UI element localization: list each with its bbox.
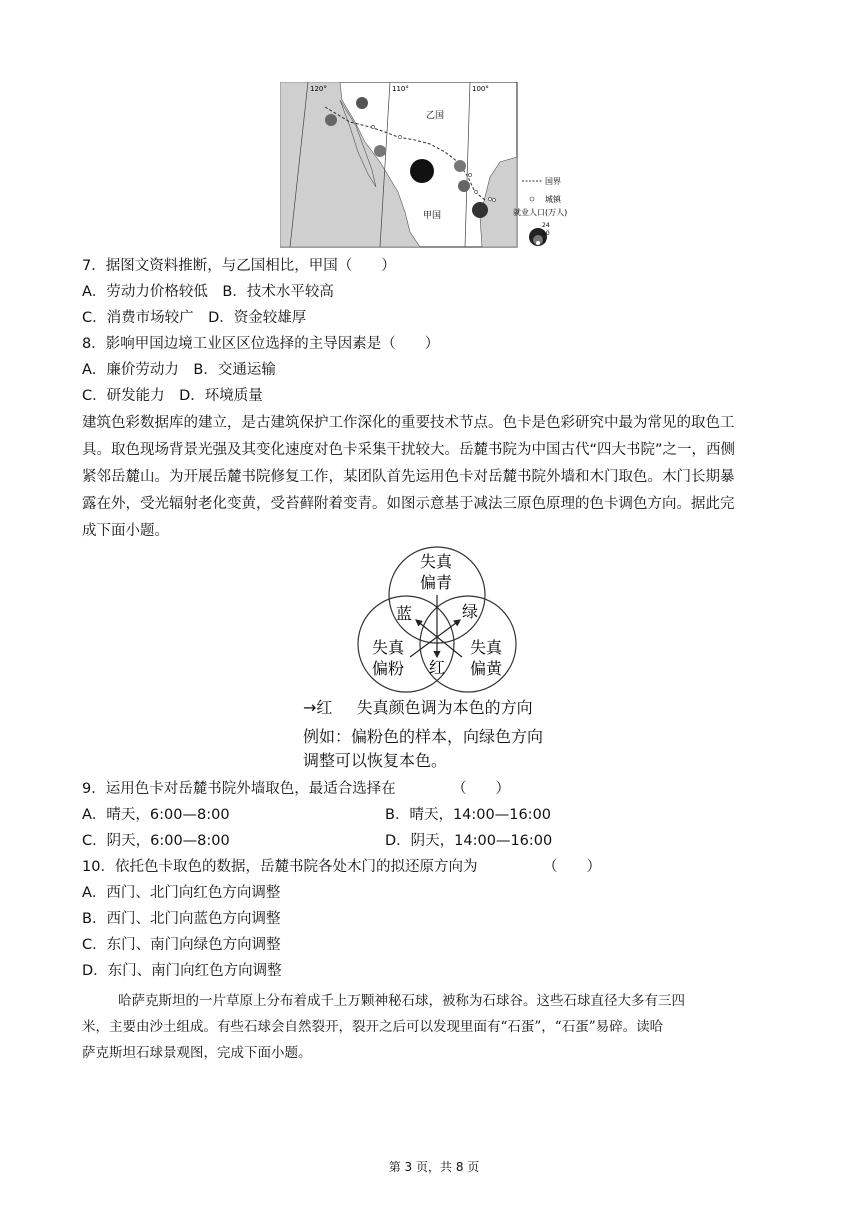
green-label: 绿	[462, 602, 479, 621]
q10-option-b: B．西门、北门向蓝色方向调整	[82, 911, 281, 927]
passage-line: 具。取色现场背景光强及其变化速度对色卡采集干扰较大。岳麓书院为中国古代“四大书院”之一，西侧	[82, 442, 736, 458]
legend-text: 失真颜色调为本色的方向	[356, 698, 533, 717]
svg-text:24: 24	[542, 222, 550, 229]
country-b-label: 乙国	[426, 111, 445, 121]
svg-text:偏粉: 偏粉	[372, 659, 405, 678]
color-venn-diagram	[350, 545, 530, 695]
q7-options-ab: A．劳动力价格较低 B．技术水平较高	[82, 284, 334, 300]
venn-legend	[303, 697, 533, 719]
q9-option-b: B．晴天，14:00—16:00	[385, 807, 552, 823]
blue-label: 蓝	[396, 604, 413, 623]
svg-text:失真: 失真	[470, 638, 503, 657]
legend-arrow-label: →红	[303, 698, 333, 717]
red-label: 红	[429, 658, 446, 677]
passage3-line: 米，主要由沙土组成。有些石球会自然裂开，裂开之后可以发现里面有“石蛋”，“石蛋”易碎。读哈	[82, 1019, 664, 1035]
svg-text:偏青: 偏青	[420, 573, 453, 592]
city-circle	[410, 159, 434, 183]
q10-stem: 10．依托色卡取色的数据，岳麓书院各处木门的拟还原方向为	[82, 859, 478, 875]
passage-line: 露在外，受光辐射老化变黄，受苔藓附着变青。如图示意基于减法三原色原理的色卡调色方向。据此完	[82, 496, 735, 512]
passage-line: 建筑色彩数据库的建立，是古建筑保护工作深化的重要技术节点。色卡是色彩研究中最为常见的取色工	[82, 415, 735, 431]
lon-label-120: 120°	[310, 85, 327, 93]
legend-border-label: 国界	[545, 177, 561, 186]
venn-example-line1: 例如：偏粉色的样本，向绿色方向	[303, 727, 544, 746]
q8-options-cd: C．研发能力 D．环境质量	[82, 388, 263, 404]
q8-options-ab: A．廉价劳动力 B．交通运输	[82, 362, 276, 378]
country-a-label: 甲国	[423, 211, 442, 221]
city-circle	[325, 114, 337, 126]
svg-text:10: 10	[542, 230, 550, 237]
svg-text:失真: 失真	[420, 552, 453, 571]
svg-text:1: 1	[542, 238, 546, 245]
q10-paren: （ ）	[543, 859, 601, 875]
q10-option-d: D．东门、南门向红色方向调整	[82, 963, 282, 979]
svg-text:失真: 失真	[372, 638, 405, 657]
legend-employment-label: 就业人口(万人)	[513, 208, 568, 217]
q8-stem: 8．影响甲国边境工业区区位选择的主导因素是（ ）	[82, 336, 440, 352]
passage3-line: 萨克斯坦石球景观图，完成下面小题。	[82, 1045, 312, 1061]
q9-stem: 9．运用色卡对岳麓书院外墙取色，最适合选择在	[82, 781, 396, 797]
q7-stem: 7．据图文资料推断，与乙国相比，甲国（ ）	[82, 258, 396, 274]
q10-option-a: A．西门、北门向红色方向调整	[82, 885, 281, 901]
passage3-line: 哈萨克斯坦的一片草原上分布着成千上万颗神秘石球，被称为石球谷。这些石球直径大多有三四	[118, 993, 685, 1009]
q9-option-a: A．晴天，6:00—8:00	[82, 807, 230, 823]
q9-option-d: D．阴天，14:00—16:00	[385, 833, 553, 849]
passage-line: 紧邻岳麓山。为开展岳麓书院修复工作，某团队首先运用色卡对岳麓书院外墙和木门取色。木门长期暴	[82, 469, 735, 485]
legend-town-label: 城镇	[545, 195, 561, 204]
city-circle	[356, 97, 368, 109]
svg-text:偏黄: 偏黄	[470, 659, 503, 678]
q9-option-c: C．阴天，6:00—8:00	[82, 833, 230, 849]
city-circle	[374, 145, 386, 157]
q9-paren: （ ）	[452, 781, 510, 797]
city-circle	[454, 160, 466, 172]
lon-label-100: 100°	[472, 85, 489, 93]
city-circle	[472, 202, 488, 218]
city-circle	[458, 180, 470, 192]
venn-example-line2: 调整可以恢复本色。	[303, 751, 448, 770]
page-footer: 第 3 页，共 8 页	[388, 1160, 480, 1174]
lon-label-110: 110°	[392, 85, 409, 93]
q7-options-cd: C．消费市场较广 D．资金较雄厚	[82, 310, 307, 326]
q10-option-c: C．东门、南门向绿色方向调整	[82, 937, 281, 953]
passage-line: 成下面小题。	[82, 523, 169, 539]
border-industry-map	[280, 82, 580, 252]
